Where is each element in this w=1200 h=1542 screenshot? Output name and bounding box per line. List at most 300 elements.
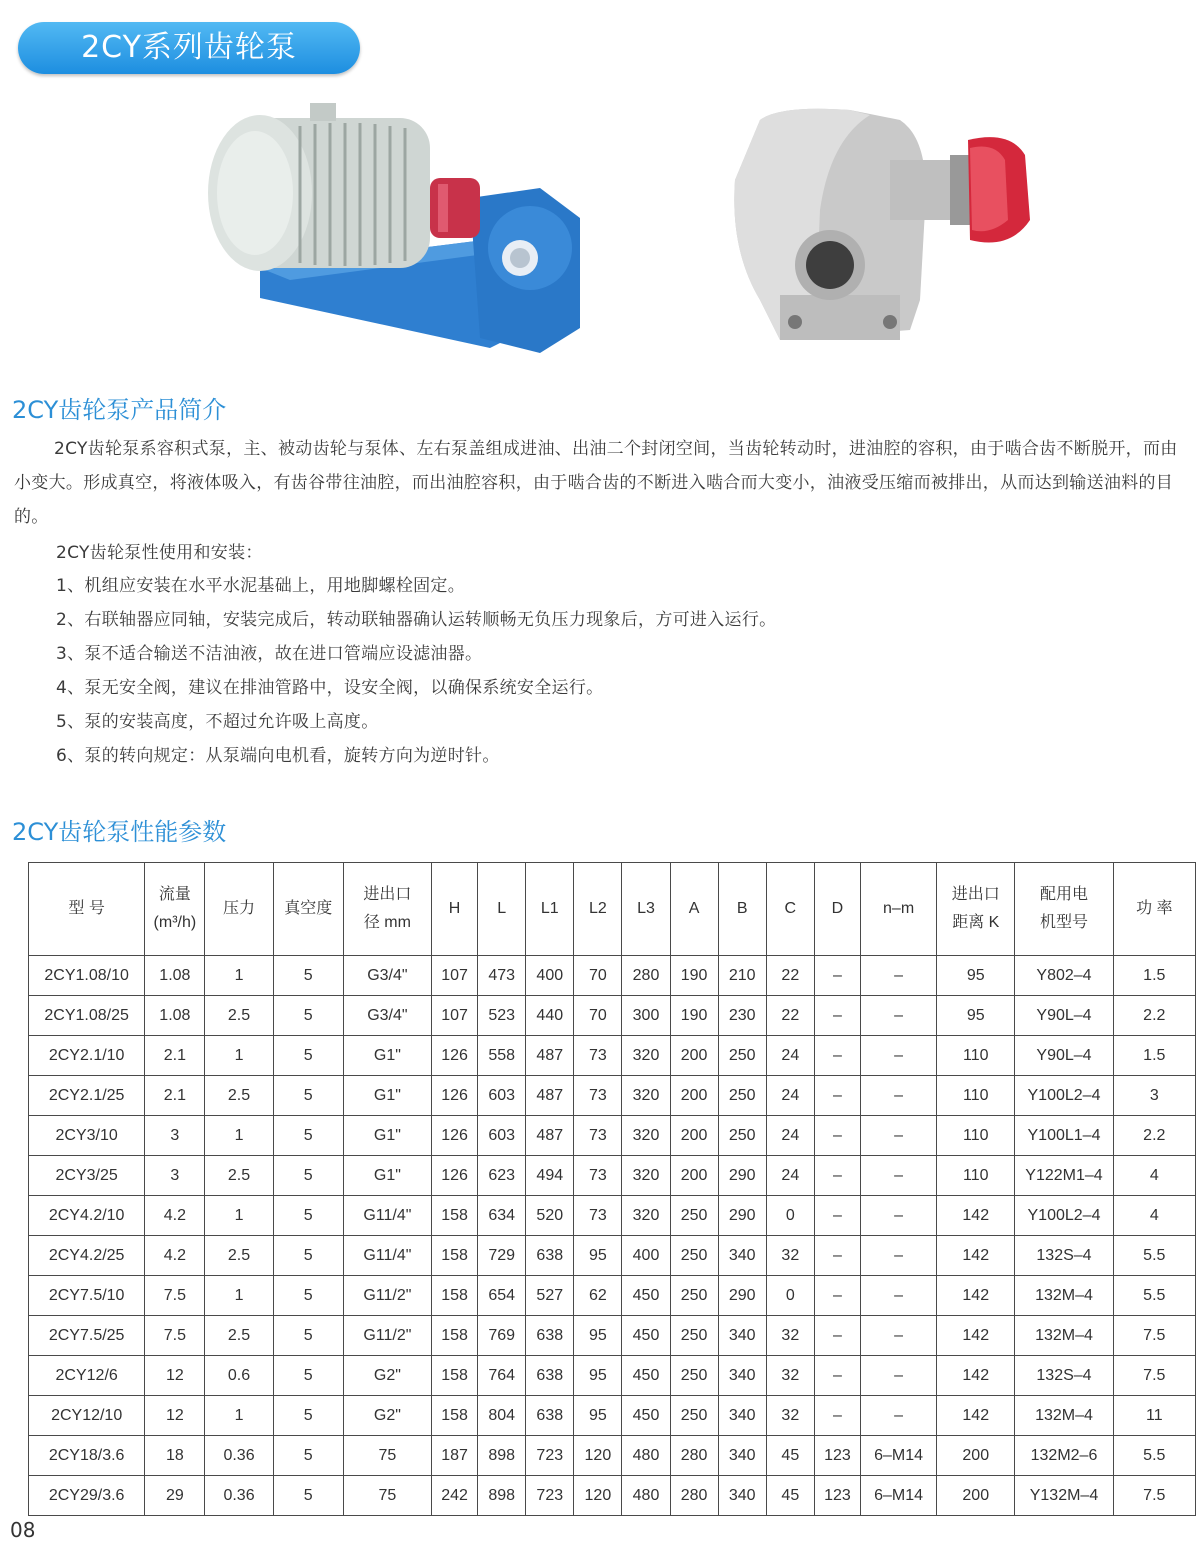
column-header-text: L xyxy=(497,900,507,917)
table-cell: 290 xyxy=(718,1156,766,1196)
list-item: 6、泵的转向规定：从泵端向电机看，旋转方向为逆时针。 xyxy=(56,746,500,766)
table-cell: 6–M14 xyxy=(860,1436,936,1476)
column-header xyxy=(29,863,145,956)
table-cell: 142 xyxy=(937,1316,1015,1356)
table-cell: 250 xyxy=(670,1276,718,1316)
table-cell: 95 xyxy=(937,996,1015,1036)
table-cell: 32 xyxy=(766,1356,814,1396)
table-cell: 2CY4.2/10 xyxy=(29,1196,145,1236)
table-section-title: 2CY齿轮泵性能参数 xyxy=(12,818,227,846)
table-cell: 340 xyxy=(718,1396,766,1436)
table-cell: 1 xyxy=(205,1276,273,1316)
table-cell: 7.5 xyxy=(145,1276,205,1316)
list-item: 1、机组应安装在水平水泥基础上，用地脚螺栓固定。 xyxy=(56,576,466,596)
table-cell: 200 xyxy=(670,1076,718,1116)
column-header-text: (m³/h) xyxy=(153,914,197,931)
table-body xyxy=(29,956,1196,1516)
table-cell: – xyxy=(860,1196,936,1236)
table-cell: 5 xyxy=(273,996,343,1036)
table-cell: – xyxy=(814,1236,860,1276)
coupling xyxy=(430,178,480,238)
table-cell: 603 xyxy=(478,1116,526,1156)
table-cell: 70 xyxy=(574,996,622,1036)
list-item: 2、右联轴器应同轴，安装完成后，转动联轴器确认运转顺畅无负压力现象后，方可进入运行。 xyxy=(56,610,777,630)
column-header xyxy=(574,863,622,956)
table-cell: 2CY3/10 xyxy=(29,1116,145,1156)
column-header xyxy=(145,863,205,956)
table-cell: 24 xyxy=(766,1116,814,1156)
table-cell: 5 xyxy=(273,1356,343,1396)
table-cell: 95 xyxy=(574,1396,622,1436)
table-cell: 132M2–6 xyxy=(1015,1436,1113,1476)
table-cell: 95 xyxy=(574,1316,622,1356)
table-cell: 0.36 xyxy=(205,1436,273,1476)
column-header-text: 压力 xyxy=(223,900,256,917)
table-cell: 200 xyxy=(670,1036,718,1076)
usage-title: 2CY齿轮泵性使用和安装： xyxy=(56,543,263,563)
table-cell: 12 xyxy=(145,1356,205,1396)
table-cell: 110 xyxy=(937,1116,1015,1156)
table-cell: 142 xyxy=(937,1396,1015,1436)
table-cell: G1" xyxy=(343,1076,431,1116)
table-cell: 0.6 xyxy=(205,1356,273,1396)
table-cell: 1 xyxy=(205,1196,273,1236)
table-cell: 340 xyxy=(718,1476,766,1516)
table-cell: 250 xyxy=(718,1116,766,1156)
pump-housing xyxy=(734,109,925,340)
table-cell: 158 xyxy=(432,1236,478,1276)
table-cell: 120 xyxy=(574,1476,622,1516)
table-cell: 2CY4.2/25 xyxy=(29,1236,145,1276)
table-cell: 190 xyxy=(670,956,718,996)
table-cell: 250 xyxy=(718,1076,766,1116)
table-cell: 487 xyxy=(526,1076,574,1116)
section-banner xyxy=(18,22,360,74)
table-cell: 290 xyxy=(718,1276,766,1316)
table-cell: 450 xyxy=(622,1396,670,1436)
table-cell: 804 xyxy=(478,1396,526,1436)
table-cell: – xyxy=(860,1316,936,1356)
table-cell: 320 xyxy=(622,1116,670,1156)
table-cell: 1 xyxy=(205,1116,273,1156)
table-cell: 12 xyxy=(145,1396,205,1436)
table-cell: 340 xyxy=(718,1436,766,1476)
table-row xyxy=(29,1196,1196,1236)
intro-paragraph-text: 2CY齿轮泵系容积式泵，主、被动齿轮与泵体、左右泵盖组成进油、出油二个封闭空间，当齿轮转动时，进油腔的容积，由于啮合齿不断脱开，而由小变大。形成真空，将液体吸入，有齿谷带往油腔，而出油腔容积，由于啮合齿的不断进入啮合而大变小，油液受压缩而被排出，从而达到输送油料的目的。 xyxy=(14,439,1178,527)
table-cell: 142 xyxy=(937,1196,1015,1236)
table-cell: 320 xyxy=(622,1076,670,1116)
table-cell: 158 xyxy=(432,1276,478,1316)
table-cell: – xyxy=(860,1076,936,1116)
column-header-text: 进出口 xyxy=(951,886,1000,903)
table-cell: 32 xyxy=(766,1396,814,1436)
table-cell: 280 xyxy=(622,956,670,996)
table-cell: 2.1 xyxy=(145,1036,205,1076)
table-cell: 120 xyxy=(574,1436,622,1476)
stainless-pump-photo xyxy=(720,100,1040,360)
table-cell: 2CY7.5/10 xyxy=(29,1276,145,1316)
table-cell: 32 xyxy=(766,1316,814,1356)
column-header-text: H xyxy=(448,900,461,917)
table-cell: 95 xyxy=(574,1236,622,1276)
table-cell: 0.36 xyxy=(205,1476,273,1516)
table-cell: 634 xyxy=(478,1196,526,1236)
table-cell: G11/2" xyxy=(343,1276,431,1316)
table-cell: 290 xyxy=(718,1196,766,1236)
table-cell: 123 xyxy=(814,1436,860,1476)
column-header-text: 真空度 xyxy=(284,900,333,917)
table-cell: – xyxy=(860,1276,936,1316)
table-row xyxy=(29,1316,1196,1356)
table-cell: – xyxy=(814,1356,860,1396)
table-cell: 450 xyxy=(622,1316,670,1356)
table-cell: 158 xyxy=(432,1316,478,1356)
table-cell: 2CY1.08/25 xyxy=(29,996,145,1036)
table-cell: 110 xyxy=(937,1076,1015,1116)
table-cell: 280 xyxy=(670,1436,718,1476)
table-cell: 5.5 xyxy=(1113,1436,1195,1476)
table-cell: 132M–4 xyxy=(1015,1396,1113,1436)
table-cell: G2" xyxy=(343,1396,431,1436)
column-header xyxy=(432,863,478,956)
table-cell: 70 xyxy=(574,956,622,996)
table-cell: 320 xyxy=(622,1196,670,1236)
table-cell: 7.5 xyxy=(145,1316,205,1356)
list-item: 4、泵无安全阀，建议在排油管路中，设安全阀，以确保系统安全运行。 xyxy=(56,678,604,698)
table-cell: – xyxy=(814,1116,860,1156)
table-cell: Y90L–4 xyxy=(1015,1036,1113,1076)
column-header xyxy=(766,863,814,956)
table-cell: 340 xyxy=(718,1356,766,1396)
table-cell: 7.5 xyxy=(1113,1316,1195,1356)
table-cell: 2CY12/6 xyxy=(29,1356,145,1396)
table-cell: 1.5 xyxy=(1113,956,1195,996)
table-cell: 5.5 xyxy=(1113,1236,1195,1276)
table-cell: 250 xyxy=(670,1396,718,1436)
table-cell: 2.1 xyxy=(145,1076,205,1116)
table-cell: 200 xyxy=(670,1156,718,1196)
table-cell: 132M–4 xyxy=(1015,1316,1113,1356)
table-cell: 62 xyxy=(574,1276,622,1316)
table-row xyxy=(29,996,1196,1036)
table-cell: G1" xyxy=(343,1036,431,1076)
table-cell: G3/4" xyxy=(343,996,431,1036)
table-cell: 480 xyxy=(622,1476,670,1516)
table-cell: 142 xyxy=(937,1236,1015,1276)
table-cell: 340 xyxy=(718,1236,766,1276)
table-cell: 3 xyxy=(145,1116,205,1156)
table-cell: G11/4" xyxy=(343,1236,431,1276)
table-cell: 132S–4 xyxy=(1015,1236,1113,1276)
table-cell: 73 xyxy=(574,1156,622,1196)
table-cell: 75 xyxy=(343,1476,431,1516)
table-cell: 729 xyxy=(478,1236,526,1276)
table-cell: 558 xyxy=(478,1036,526,1076)
table-cell: 110 xyxy=(937,1156,1015,1196)
table-cell: 95 xyxy=(574,1356,622,1396)
table-cell: 250 xyxy=(718,1036,766,1076)
table-cell: 73 xyxy=(574,1036,622,1076)
column-header-text: D xyxy=(831,900,844,917)
table-cell: 200 xyxy=(937,1476,1015,1516)
table-cell: 320 xyxy=(622,1036,670,1076)
table-cell: 242 xyxy=(432,1476,478,1516)
table-cell: 29 xyxy=(145,1476,205,1516)
table-cell: 450 xyxy=(622,1356,670,1396)
table-cell: 898 xyxy=(478,1436,526,1476)
table-cell: – xyxy=(814,1076,860,1116)
table-cell: 898 xyxy=(478,1476,526,1516)
column-header-text: 距离 K xyxy=(952,914,1000,931)
column-header-text: 流量 xyxy=(158,886,191,903)
table-cell: 2.2 xyxy=(1113,996,1195,1036)
table-cell: 126 xyxy=(432,1156,478,1196)
table-row xyxy=(29,1076,1196,1116)
table-cell: Y100L2–4 xyxy=(1015,1076,1113,1116)
table-cell: 2CY7.5/25 xyxy=(29,1316,145,1356)
table-row xyxy=(29,1036,1196,1076)
table-cell: Y100L1–4 xyxy=(1015,1116,1113,1156)
table-cell: 2CY1.08/10 xyxy=(29,956,145,996)
column-header xyxy=(205,863,273,956)
table-cell: 5 xyxy=(273,1196,343,1236)
table-cell: 142 xyxy=(937,1356,1015,1396)
table-cell: 5 xyxy=(273,956,343,996)
table-cell: 3 xyxy=(1113,1076,1195,1116)
performance-table xyxy=(28,862,1196,1516)
table-cell: 769 xyxy=(478,1316,526,1356)
table-cell: 5.5 xyxy=(1113,1276,1195,1316)
table-cell: 523 xyxy=(478,996,526,1036)
table-cell: 2CY18/3.6 xyxy=(29,1436,145,1476)
table-row xyxy=(29,1276,1196,1316)
table-cell: 1.08 xyxy=(145,996,205,1036)
table-cell: 5 xyxy=(273,1316,343,1356)
column-header xyxy=(622,863,670,956)
table-cell: Y122M1–4 xyxy=(1015,1156,1113,1196)
column-header-text: L1 xyxy=(540,900,559,917)
table-cell: 654 xyxy=(478,1276,526,1316)
list-item: 3、泵不适合输送不洁油液，故在进口管端应设滤油器。 xyxy=(56,644,483,664)
table-cell: 2CY3/25 xyxy=(29,1156,145,1196)
table-cell: 623 xyxy=(478,1156,526,1196)
column-header-text: n–m xyxy=(883,900,915,917)
table-cell: 2CY2.1/10 xyxy=(29,1036,145,1076)
table-cell: 250 xyxy=(670,1316,718,1356)
table-cell: – xyxy=(860,1356,936,1396)
table-row xyxy=(29,1116,1196,1156)
column-header-text: 径 mm xyxy=(363,914,411,931)
table-row xyxy=(29,1476,1196,1516)
table-cell: 2.5 xyxy=(205,1236,273,1276)
table-cell: 5 xyxy=(273,1116,343,1156)
table-cell: 45 xyxy=(766,1476,814,1516)
table-cell: 280 xyxy=(670,1476,718,1516)
table-row xyxy=(29,1156,1196,1196)
table-cell: – xyxy=(814,1156,860,1196)
table-cell: 450 xyxy=(622,1276,670,1316)
table-cell: – xyxy=(860,1236,936,1276)
table-cell: 126 xyxy=(432,1076,478,1116)
table-cell: 210 xyxy=(718,956,766,996)
column-header xyxy=(814,863,860,956)
table-cell: G2" xyxy=(343,1356,431,1396)
table-cell: 230 xyxy=(718,996,766,1036)
column-header xyxy=(526,863,574,956)
table-cell: 603 xyxy=(478,1076,526,1116)
table-cell: 250 xyxy=(670,1196,718,1236)
table-cell: 22 xyxy=(766,996,814,1036)
table-cell: 2.5 xyxy=(205,1316,273,1356)
table-cell: 0 xyxy=(766,1196,814,1236)
table-cell: 1.08 xyxy=(145,956,205,996)
table-cell: – xyxy=(860,1156,936,1196)
table-cell: 158 xyxy=(432,1356,478,1396)
table-cell: 107 xyxy=(432,956,478,996)
table-cell: – xyxy=(814,1196,860,1236)
table-cell: 24 xyxy=(766,1036,814,1076)
table-cell: 158 xyxy=(432,1196,478,1236)
column-header xyxy=(343,863,431,956)
table-cell: – xyxy=(814,1276,860,1316)
table-cell: 4 xyxy=(1113,1156,1195,1196)
table-cell: 22 xyxy=(766,956,814,996)
table-cell: 340 xyxy=(718,1316,766,1356)
table-cell: 440 xyxy=(526,996,574,1036)
table-cell: 400 xyxy=(622,1236,670,1276)
table-cell: 6–M14 xyxy=(860,1476,936,1516)
table-cell: – xyxy=(860,996,936,1036)
table-cell: 32 xyxy=(766,1236,814,1276)
table-cell: 11 xyxy=(1113,1396,1195,1436)
table-cell: 723 xyxy=(526,1476,574,1516)
motor-body xyxy=(208,103,430,271)
table-cell: 2.5 xyxy=(205,1156,273,1196)
intro-paragraph xyxy=(14,432,1194,534)
table-cell: 638 xyxy=(526,1356,574,1396)
table-cell: Y100L2–4 xyxy=(1015,1196,1113,1236)
table-cell: 5 xyxy=(273,1076,343,1116)
column-header xyxy=(1113,863,1195,956)
column-header-text: C xyxy=(784,900,797,917)
list-item: 5、泵的安装高度，不超过允许吸上高度。 xyxy=(56,712,379,732)
table-row xyxy=(29,1236,1196,1276)
table-cell: 1 xyxy=(205,956,273,996)
intro-section-title: 2CY齿轮泵产品简介 xyxy=(12,396,227,424)
table-cell: 2.5 xyxy=(205,996,273,1036)
table-cell: G1" xyxy=(343,1116,431,1156)
table-cell: 527 xyxy=(526,1276,574,1316)
table-cell: G11/2" xyxy=(343,1316,431,1356)
table-cell: 24 xyxy=(766,1156,814,1196)
table-row xyxy=(29,1436,1196,1476)
table-cell: 110 xyxy=(937,1036,1015,1076)
table-cell: 5 xyxy=(273,1036,343,1076)
column-header xyxy=(718,863,766,956)
table-cell: 2CY12/10 xyxy=(29,1396,145,1436)
motor-pump-unit-photo xyxy=(200,98,600,360)
table-cell: 4 xyxy=(1113,1196,1195,1236)
table-cell: 638 xyxy=(526,1236,574,1276)
table-cell: 7.5 xyxy=(1113,1356,1195,1396)
table-cell: 520 xyxy=(526,1196,574,1236)
table-cell: 142 xyxy=(937,1276,1015,1316)
column-header-text: 进出口 xyxy=(363,886,412,903)
table-cell: 73 xyxy=(574,1196,622,1236)
table-cell: 4.2 xyxy=(145,1236,205,1276)
table-cell: 45 xyxy=(766,1436,814,1476)
table-cell: Y90L–4 xyxy=(1015,996,1113,1036)
table-cell: Y802–4 xyxy=(1015,956,1113,996)
page-number: 08 xyxy=(10,1518,36,1542)
table-cell: 7.5 xyxy=(1113,1476,1195,1516)
table-cell: 200 xyxy=(670,1116,718,1156)
table-cell: 1.5 xyxy=(1113,1036,1195,1076)
table-cell: 320 xyxy=(622,1156,670,1196)
column-header-text: 机型号 xyxy=(1039,914,1088,931)
column-header xyxy=(1015,863,1113,956)
column-header-text: L2 xyxy=(588,900,607,917)
table-cell: 187 xyxy=(432,1436,478,1476)
table-cell: 132S–4 xyxy=(1015,1356,1113,1396)
table-cell: – xyxy=(814,1316,860,1356)
table-cell: 5 xyxy=(273,1276,343,1316)
table-cell: 473 xyxy=(478,956,526,996)
table-cell: 5 xyxy=(273,1396,343,1436)
table-cell: 5 xyxy=(273,1156,343,1196)
table-cell: 73 xyxy=(574,1116,622,1156)
column-header-text: B xyxy=(736,900,748,917)
table-cell: 250 xyxy=(670,1356,718,1396)
table-cell: Y132M–4 xyxy=(1015,1476,1113,1516)
table-cell: 638 xyxy=(526,1396,574,1436)
table-cell: 0 xyxy=(766,1276,814,1316)
table-cell: 95 xyxy=(937,956,1015,996)
table-cell: 480 xyxy=(622,1436,670,1476)
table-cell: G11/4" xyxy=(343,1196,431,1236)
table-cell: 126 xyxy=(432,1116,478,1156)
table-cell: – xyxy=(814,996,860,1036)
table-cell: G1" xyxy=(343,1156,431,1196)
column-header xyxy=(937,863,1015,956)
table-cell: 2.5 xyxy=(205,1076,273,1116)
table-cell: – xyxy=(814,1396,860,1436)
column-header-text: L3 xyxy=(637,900,655,917)
table-cell: 4.2 xyxy=(145,1196,205,1236)
table-cell: 494 xyxy=(526,1156,574,1196)
table-cell: – xyxy=(860,956,936,996)
column-header xyxy=(273,863,343,956)
column-header xyxy=(478,863,526,956)
table-header-row xyxy=(29,863,1196,956)
column-header-text: 功 率 xyxy=(1136,900,1173,917)
table-cell: 2CY2.1/25 xyxy=(29,1076,145,1116)
table-cell: 2.2 xyxy=(1113,1116,1195,1156)
table-cell: 2CY29/3.6 xyxy=(29,1476,145,1516)
table-cell: 300 xyxy=(622,996,670,1036)
table-cell: – xyxy=(860,1116,936,1156)
table-cell: 3 xyxy=(145,1156,205,1196)
banner-title: 2CY系列齿轮泵 xyxy=(81,30,297,65)
table-cell: – xyxy=(860,1396,936,1436)
table-row xyxy=(29,1396,1196,1436)
table-cell: 5 xyxy=(273,1236,343,1276)
table-cell: 158 xyxy=(432,1396,478,1436)
table-cell: – xyxy=(814,956,860,996)
table-cell: – xyxy=(860,1036,936,1076)
table-cell: 18 xyxy=(145,1436,205,1476)
table-row xyxy=(29,956,1196,996)
